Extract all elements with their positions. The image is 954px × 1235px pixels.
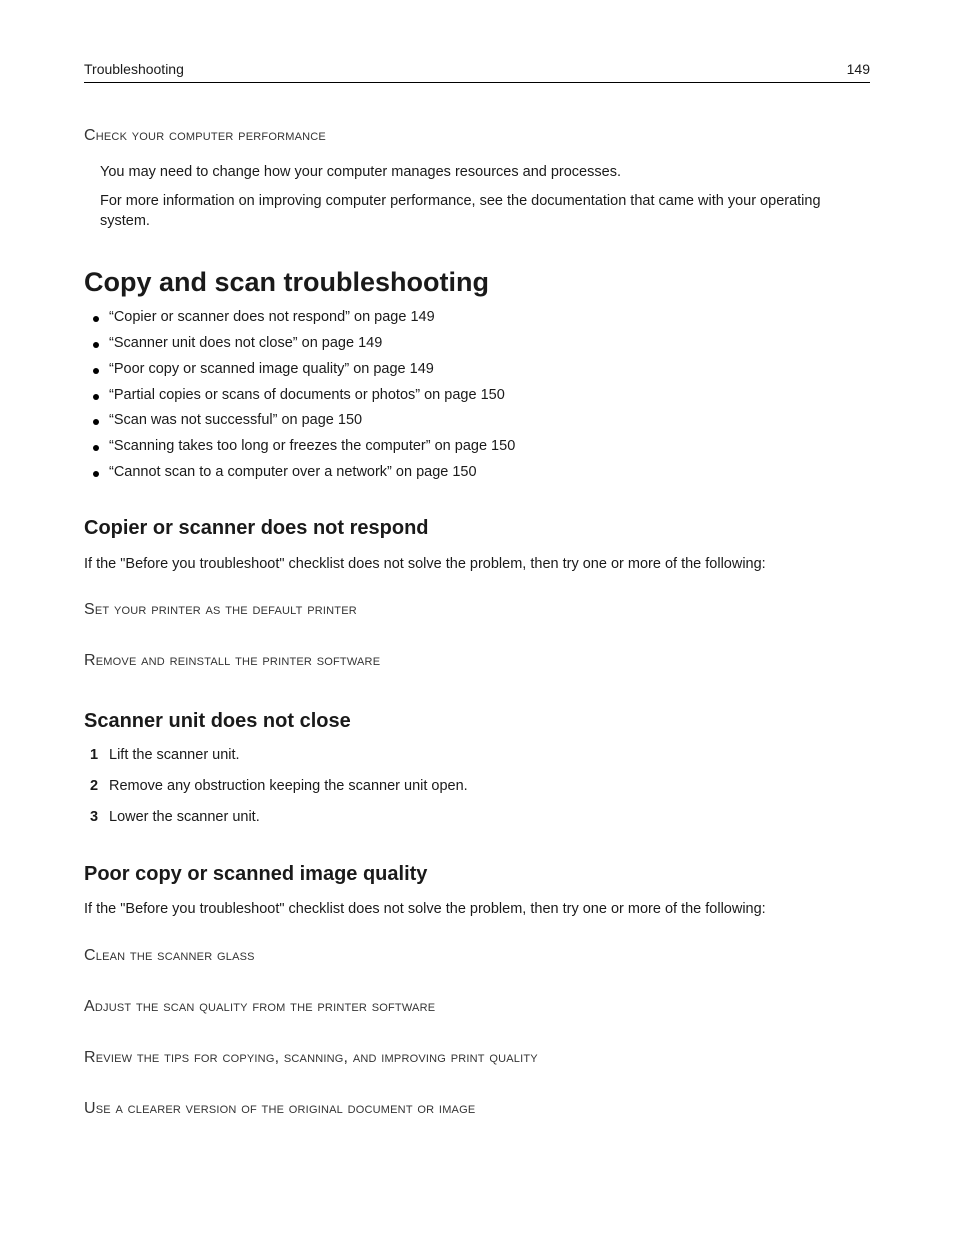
- header-page-number: 149: [846, 61, 870, 77]
- not-close-heading: Scanner unit does not close: [84, 710, 351, 732]
- not-respond-subheading-2: Remove and reinstall the printer software: [84, 652, 381, 669]
- running-header: [84, 60, 870, 83]
- bullet-icon: [93, 316, 99, 322]
- check-performance-para-1: You may need to change how your computer manages resources and processes.: [100, 164, 621, 180]
- bullet-icon: [93, 394, 99, 400]
- not-respond-heading: Copier or scanner does not respond: [84, 517, 429, 539]
- copy-scan-title: Copy and scan troubleshooting: [84, 267, 490, 297]
- bullet-icon: [93, 471, 99, 477]
- check-performance-heading: Check your computer performance: [84, 127, 326, 144]
- bullet-icon: [93, 368, 99, 374]
- poor-quality-heading: Poor copy or scanned image quality: [84, 863, 428, 885]
- poor-quality-subheading-1: Clean the scanner glass: [84, 947, 255, 964]
- bullet-icon: [93, 445, 99, 451]
- not-respond-subheading-1: Set your printer as the default printer: [84, 601, 357, 618]
- check-performance-para-2: For more information on improving computer performance, see the documentation that came with your operating system.: [100, 193, 821, 229]
- poor-quality-subheading-3: Review the tips for copying, scanning, and improving print quality: [84, 1049, 538, 1066]
- bullet-icon: [93, 419, 99, 425]
- poor-quality-intro: If the "Before you troubleshoot" checklist does not solve the problem, then try one or more of the following:: [84, 901, 766, 917]
- header-section-title: Troubleshooting: [84, 61, 184, 77]
- poor-quality-subheading-2: Adjust the scan quality from the printer software: [84, 998, 436, 1015]
- not-respond-intro: If the "Before you troubleshoot" checklist does not solve the problem, then try one or more of the following:: [84, 556, 766, 572]
- poor-quality-subheading-4: Use a clearer version of the original document or image: [84, 1100, 476, 1117]
- bullet-icon: [93, 342, 99, 348]
